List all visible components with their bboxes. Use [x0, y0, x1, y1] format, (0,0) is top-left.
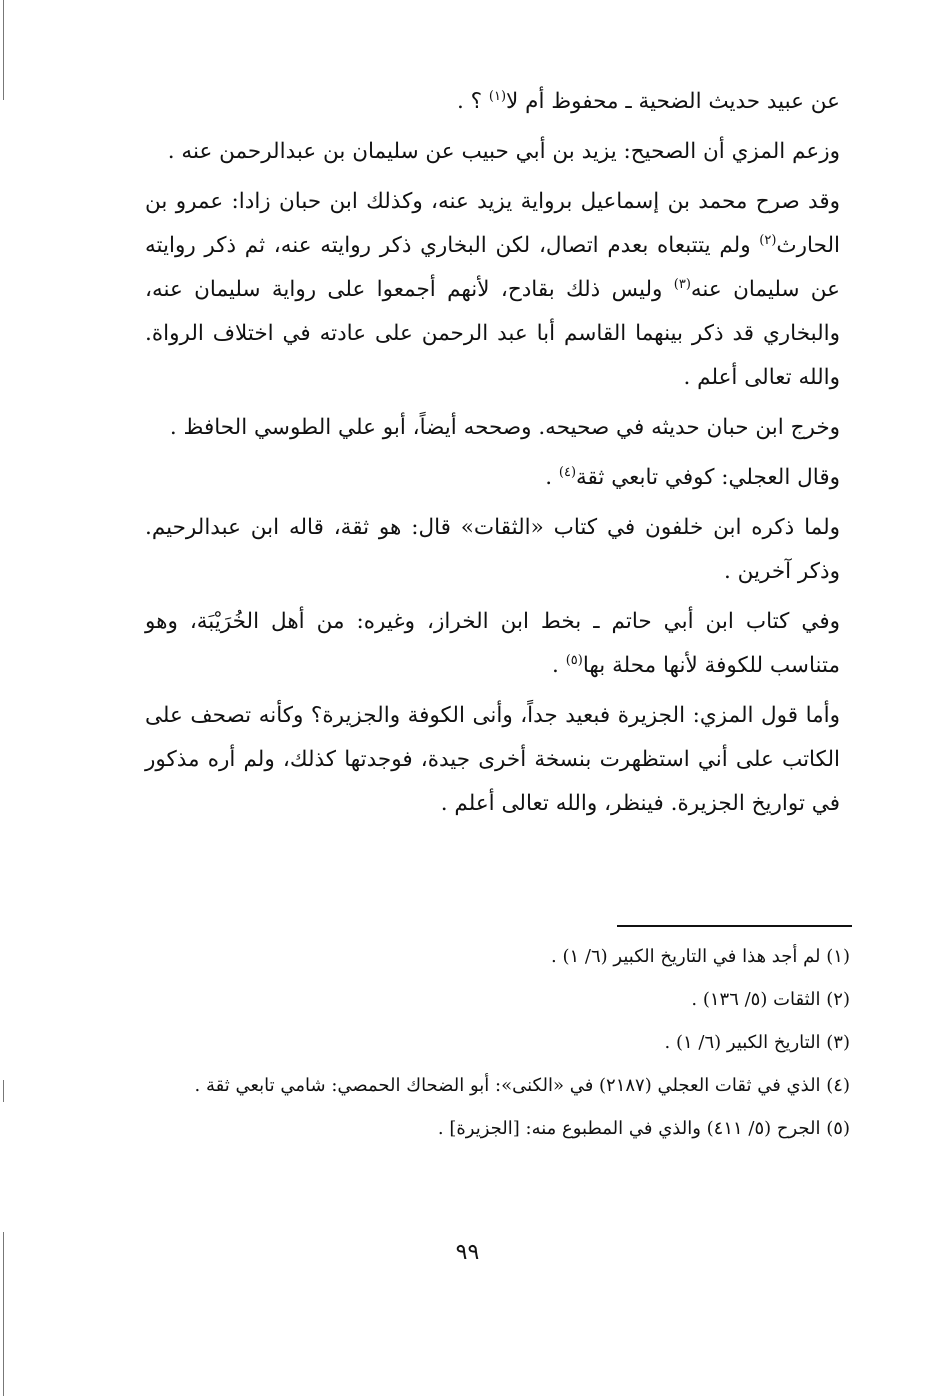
paragraph-3	[145, 180, 840, 400]
footnote-2: (٢) الثقات (٥/ ١٣٦) .	[691, 989, 850, 1010]
footnote-1: (١) لم أجد هذا في التاريخ الكبير (٦/ ١) .	[551, 946, 850, 967]
scan-edge-mark-top	[3, 0, 4, 100]
paragraph-tail: .	[545, 465, 559, 490]
scan-edge-mark-middle	[3, 1080, 4, 1102]
paragraph-text: ولم يتتبعاه بعدم اتصال، لكن البخاري ذكر روايته عنه، ثم ذكر روايته عن سليمان عنه	[145, 233, 840, 302]
paragraph-6: ولما ذكره ابن خلفون في كتاب «الثقات» قال: هو ثقة، قاله ابن عبدالرحيم. وذكر آخرين .	[145, 515, 840, 584]
paragraph-tail: ؟ .	[456, 89, 489, 114]
paragraph-tail: .	[552, 653, 566, 678]
paragraph-text: عن عبيد حديث الضحية ـ محفوظ أم لا	[506, 89, 840, 114]
footnote-4: (٤) الذي في ثقات العجلي (٢١٨٧) في «الكنى»: أبو الضحاك الحمصي: شامي تابعي ثقة .	[194, 1075, 850, 1096]
paragraph-text: وليس ذلك بقادح، لأنهم أجمعوا على رواية سليمان عنه، والبخاري قد ذكر بينهما القاسم أبا عبد الرحمن على عادته في اختلاف الرواة. والله تعالى أعلم .	[145, 277, 840, 390]
footnote-ref: (٢)	[759, 233, 777, 248]
paragraph-text: وقد صرح محمد بن إسماعيل برواية يزيد عنه، وكذلك ابن حبان زادا: عمرو بن الحارث	[145, 189, 840, 258]
footnote-ref: (١)	[488, 89, 507, 104]
footnote-ref: (٣)	[673, 277, 691, 292]
paragraph-2: وزعم المزي أن الصحيح: يزيد بن أبي حبيب عن سليمان بن عبدالرحمن عنه .	[167, 139, 840, 164]
paragraph-4: وخرج ابن حبان حديثه في صحيحه. وصححه أيضاً، أبو علي الطوسي الحافظ .	[169, 415, 840, 440]
footnote-5: (٥) الجرح (٥/ ٤١١) والذي في المطبوع منه: [الجزيرة] .	[437, 1118, 850, 1139]
paragraph-text: وفي كتاب ابن أبي حاتم ـ بخط ابن الخراز، وغيره: من أهل الخُرَيْبَة، وهو متناسب للكوفة لأنها محلة بها	[145, 609, 840, 678]
footnote-ref: (٤)	[558, 465, 577, 480]
paragraph-8: وأما قول المزي: الجزيرة فبعيد جداً، وأنى الكوفة والجزيرة؟ وكأنه تصحف على الكاتب على أني استظهرت بنسخة أخرى جيدة، فوجدتها كذلك، ولم أره مذكور في تواريخ الجزيرة. فينظر، والله تعالى أعلم .	[145, 703, 840, 816]
footnotes	[145, 937, 850, 1152]
paragraph-5	[145, 456, 840, 500]
main-text	[145, 80, 840, 826]
paragraph-7	[145, 600, 840, 688]
page-number: ٩٩	[455, 1240, 480, 1265]
footnote-separator	[617, 925, 852, 927]
footnote-ref: (٥)	[565, 653, 583, 668]
paragraph-text: وقال العجلي: كوفي تابعي ثقة	[576, 465, 840, 490]
footnote-3: (٣) التاريخ الكبير (٦/ ١) .	[664, 1032, 850, 1053]
paragraph-1	[145, 80, 840, 124]
